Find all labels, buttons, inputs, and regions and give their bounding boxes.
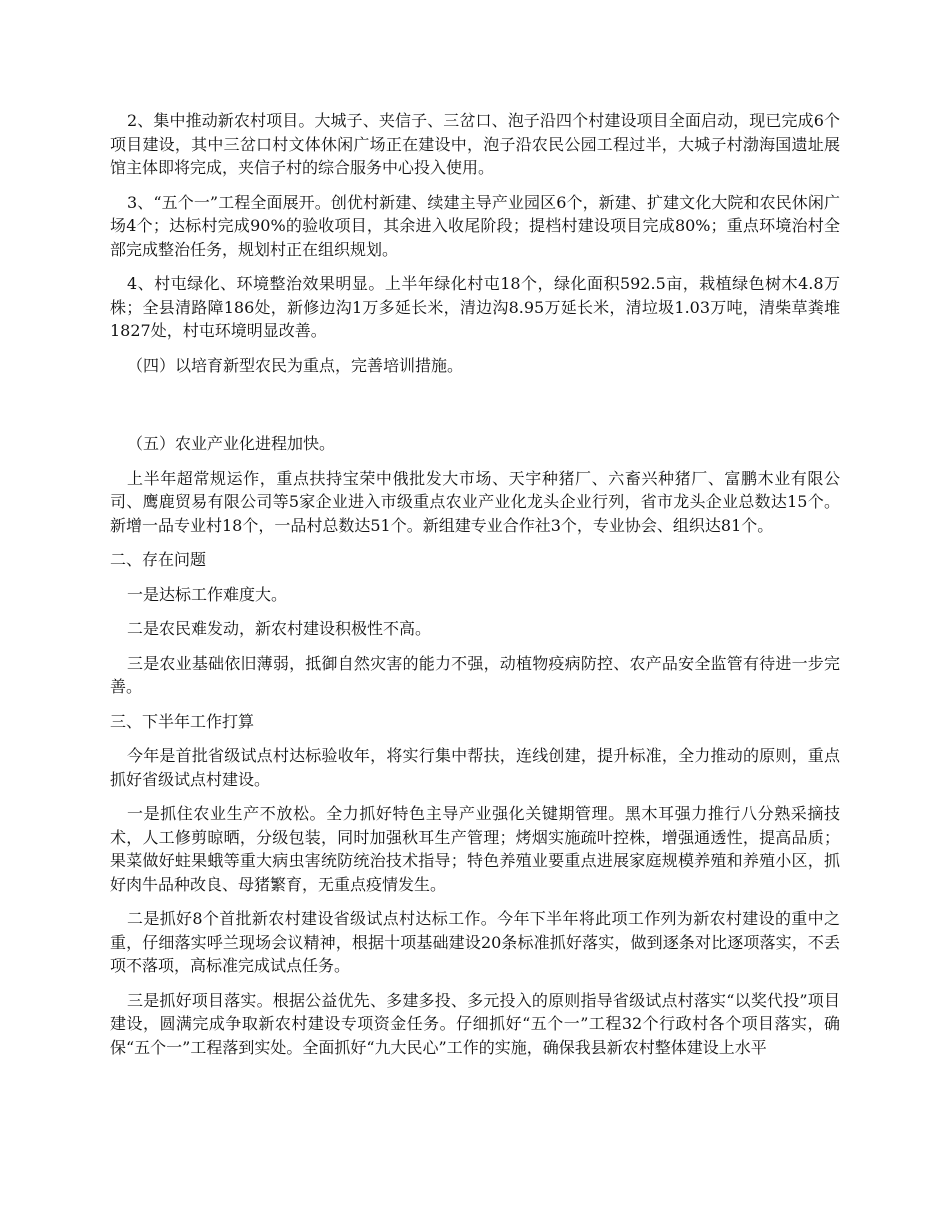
paragraph-item-4: 4、村屯绿化、环境整治效果明显。上半年绿化村屯18个，绿化面积592.5亩，栽植绿色树木4.8万株；全县清路障186处，新修边沟1万多延长米，清边沟8.95万延长米，清垃圾1.03万吨，清柴草粪堆1827处，村屯环境明显改善。 — [110, 274, 840, 340]
problem-item-2: 二是农民难发动，新农村建设积极性不高。 — [127, 619, 432, 638]
problem-item-3: 三是农业基础依旧薄弱，抵御自然灾害的能力不强，动植物疫病防控、农产品安全监管有待进一步完善。 — [110, 653, 840, 696]
paragraph-item-3: 3、“五个一”工程全面展开。创优村新建、续建主导产业园区6个，新建、扩建文化大院和农民休闲广场4个；达标村完成90%的验收项目，其余进入收尾阶段；提档村建设项目完成80%；重点环境治村全部完成整治任务，规划村正在组织规划。 — [110, 192, 840, 259]
paragraph-item-2: 2、集中推动新农村项目。大城子、夹信子、三岔口、泡子沿四个村建设项目全面启动，现已完成6个项目建设，其中三岔口村文体休闲广场正在建设中，泡子沿农民公园工程过半，大城子村渤海国遗址展馆主体即将完成，夹信子村的综合服务中心投入使用。 — [110, 111, 840, 177]
blank-gap — [110, 388, 840, 432]
plan-intro: 今年是首批省级试点村达标验收年，将实行集中帮扶，连线创建，提升标准，全力推动的原则，重点抓好省级试点村建设。 — [110, 746, 840, 789]
plan-item-2: 二是抓好8个首批新农村建设省级试点村达标工作。今年下半年将此项工作列为新农村建设的重中之重，仔细落实呼兰现场会议精神，根据十项基础建设20条标准抓好落实，做到逐条对比逐项落实，不丢项不落项，高标准完成试点任务。 — [110, 909, 840, 975]
problem-item-1: 一是达标工作难度大。 — [127, 584, 288, 604]
paragraph-industrialization: 上半年超常规运作，重点扶持宝荣中俄批发大市场、天宇种猪厂、六畜兴种猪厂、富鹏木业有限公司、鹰鹿贸易有限公司等5家企业进入市级重点农业产业化龙头企业行列，省市龙头企业总数达15个。新增一品专业村18个，一品村总数达51个。新组建专业合作社3个，专业协会、组织达81个。 — [110, 468, 840, 535]
heading-plans: 三、下半年工作打算 — [110, 711, 255, 731]
heading-problems: 二、存在问题 — [110, 550, 207, 569]
plan-item-3: 三是抓好项目落实。根据公益优先、多建多投、多元投入的原则指导省级试点村落实“以奖代投”项目建设，圆满完成争取新农村建设专项资金任务。仔细抓好“五个一”工程32个行政村各个项目落实，确保“五个一”工程落到实处。全面抓好“九大民心”工作的实施，确保我县新农村整体建设上水平 — [110, 990, 840, 1057]
section-heading-4: （四）以培育新型农民为重点，完善培训措施。 — [127, 355, 464, 375]
plan-item-1: 一是抓住农业生产不放松。全力抓好特色主导产业强化关键期管理。黑木耳强力推行八分熟采摘技术，人工修剪晾晒，分级包装，同时加强秋耳生产管理；烤烟实施疏叶控株，增强通透性，提高品质；果菜做好蛀果蛾等重大病虫害统防统治技术指导；特色养殖业要重点进展家庭规模养殖和养殖小区，抓好肉牛品种改良、母猪繁育，无重点疫情发生。 — [110, 804, 840, 894]
section-heading-5: （五）农业产业化进程加快。 — [127, 434, 336, 453]
